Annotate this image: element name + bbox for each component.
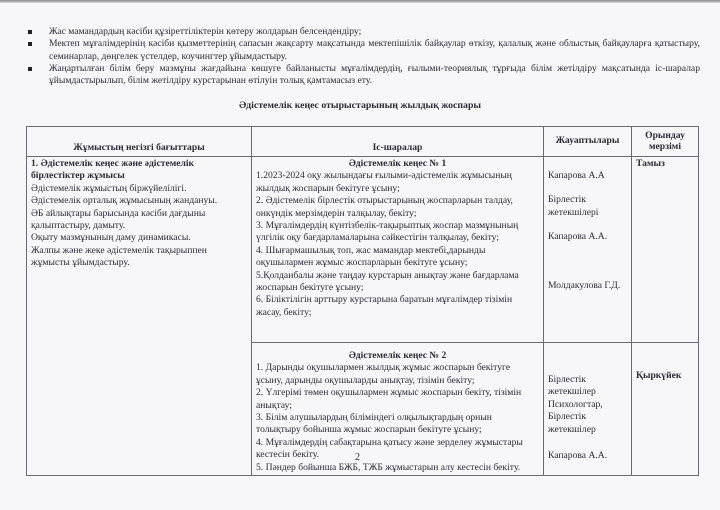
direction-title: 1. Әдістемелік кеңес және әдістемелік бірлестіктер жұмысы [31, 158, 195, 182]
activity-item: 1. Дарынды оқушылармен жылдық жұмыс жоспарын бекітуге ұсыну, дарынды оқушыларды анықтау, тізімін бекіту; [256, 362, 511, 386]
page-number: 2 [355, 452, 360, 463]
table-header-row [27, 127, 699, 157]
goals-bullet-list [28, 26, 700, 87]
direction-line: ӘБ айлықтары барысында кәсіби дағдыны қалыптастыру, дамыту. [31, 207, 206, 232]
responsible-cell [544, 157, 632, 343]
responsible-person: Молдакулова Г.Д. [548, 279, 621, 291]
activities-cell [252, 343, 544, 476]
responsible-person: Бірлестік жетекшілер [548, 411, 596, 435]
responsible-person: Капарова А.А [548, 170, 605, 181]
bullet-item: Жаңартылған білім беру мазмұны жағдайына көшуге байланысты мұғалімдердің, ғылыми-теориялық тұрғыда білім жетілдіру мақсатында іс-шаралар ұйымдастырылып, білім жетілдіру курстарынан өтілуін толық қамтамасыз ету. [28, 63, 700, 88]
council-title: Әдістемелік кеңес № 2 [348, 350, 447, 361]
deadline-cell [632, 343, 699, 476]
header-deadline: Орындау мерзімі [632, 127, 699, 157]
direction-line: Әдістемелік жұмыстың біржүйелілігі. [31, 182, 187, 194]
deadline-value: Қыркүйек [636, 370, 682, 381]
activity-item: 4. Шығармашылық топ, жас мамандар мектебі,дарынды оқушылармен жұмыс жоспарларын бекітуге ұсыну; [256, 244, 486, 269]
square-bullet-icon [28, 42, 32, 46]
responsible-person: Бірлестік жетекшілер [548, 374, 596, 398]
activity-item: 3. Білім алушылардың біліміндегі олқылықтардың орнын толықтыру бойынша жұмыс жоспарын бекітуге ұсыну; [256, 412, 492, 436]
directions-cell [27, 157, 252, 476]
responsible-person: Бірлестік жетекшілері [548, 194, 599, 218]
document-title: Әдістемелік кеңес отырыстарының жылдық жоспары [238, 100, 482, 111]
responsible-person: Капарова А.А. [548, 231, 608, 243]
activity-item: 3. Мұғалімдердің күнтізбелік-тақырыптық жоспар мазмұнының үлгілік оқу бағдарламаларына сәйкестігін талқылау, бекіту; [256, 220, 519, 244]
square-bullet-icon [28, 30, 32, 34]
header-activities: Іс-шаралар [252, 127, 544, 157]
plan-table [26, 126, 699, 476]
activity-item: 2. Әдістемелік бірлестік отырыстарының жоспарларын талдау, онкүндік мерзімдерін талқылау, бекіту; [256, 195, 513, 219]
activity-item: 2. Үлгерімі төмен оқушылармен жұмыс жоспарын бекіту, тізімін анықтау; [256, 387, 522, 411]
table-row [27, 157, 699, 343]
activity-item: 5. Пәндер бойынша БЖБ, ТЖБ жұмыстарын алу кестесін бекіту. [256, 461, 521, 473]
activity-item: 1.2023-2024 оқу жылындағы ғылыми-әдістемелік жұмысының жылдық жоспарын бекітуге ұсыну; [256, 170, 512, 194]
scan-top-edge [0, 0, 720, 3]
activity-item: 5.Қолданбалы және таңдау курстарын анықтау және бағдарлама жоспарын бекітуге ұсыну; [256, 269, 519, 294]
direction-line: Әдістемелік орталық жұмысының жандануы. [31, 195, 218, 207]
direction-line: Жалпы және жеке әдістемелік тақырыппен жұмысты ұйымдастыру. [31, 244, 207, 269]
responsible-cell [544, 343, 632, 476]
bullet-item: Жас мамандардың кәсіби құзіреттіліктерін көтеру жолдарын белсендендіру; [28, 26, 700, 38]
responsible-person: Психологтар, [548, 398, 603, 410]
deadline-cell [632, 157, 699, 343]
activity-item: 4. Мұғалімдердің сабақтарына қатысу және зерделеу жұмыстары кестесін бекіту. [256, 436, 523, 461]
responsible-person: Капарова А.А. [548, 450, 608, 462]
council-title: Әдістемелік кеңес № 1 [348, 158, 447, 169]
activities-cell [252, 157, 544, 343]
deadline-value: Тамыз [636, 158, 665, 169]
activity-item: 6. Біліктілігін арттыру курстарына баратын мұғалімдер тізімін жасау, бекіту; [256, 294, 513, 318]
header-responsible: Жауаптылары [544, 127, 632, 157]
header-directions: Жұмыстың негізгі бағыттары [27, 127, 252, 157]
square-bullet-icon [28, 67, 32, 71]
bullet-item: Мектеп мұғалімдерінің кәсіби қызметтерінің сапасын жақсарту мақсатында мектепішілік байқаулар өткізу, қалалық және облыстық байқауларға қатыстыру, семинарлар, дөңгелек үстелдер, коучингтер ұйымдастыру. [28, 38, 700, 63]
direction-line: Оқыту мазмұнының даму динамикасы. [31, 232, 191, 244]
